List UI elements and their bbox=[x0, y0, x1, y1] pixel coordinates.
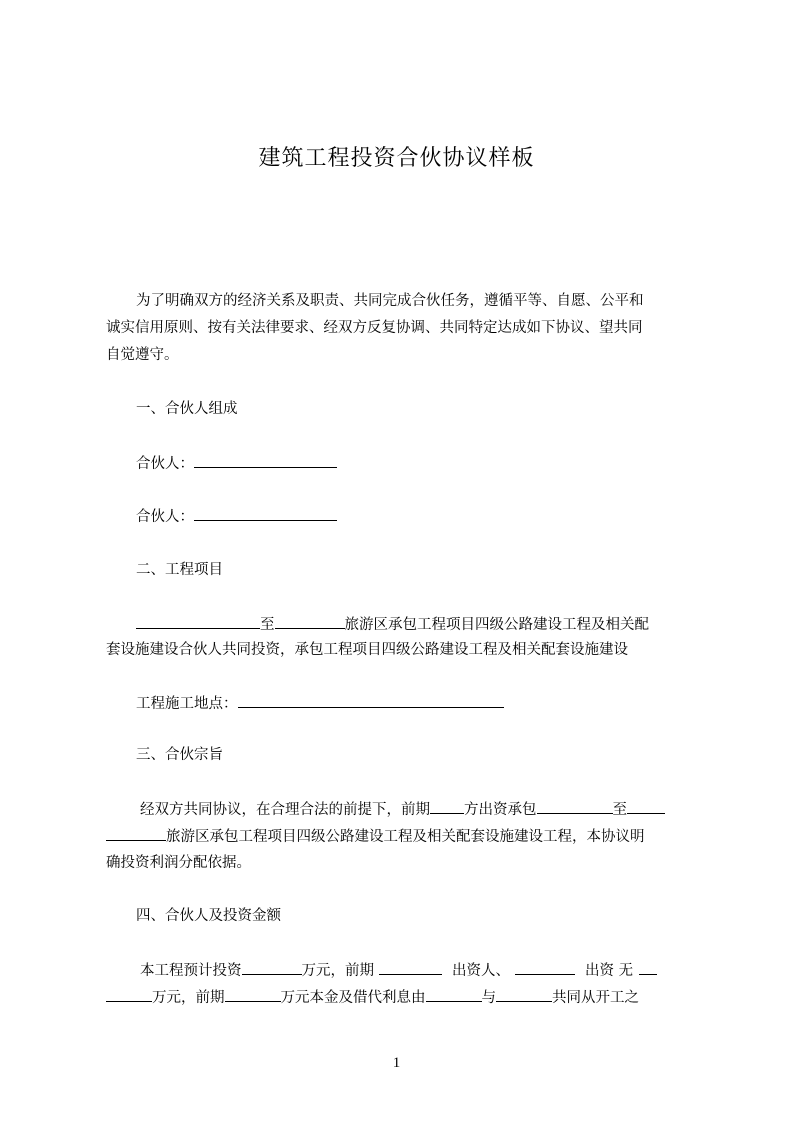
project-to-text: 至 bbox=[260, 617, 275, 633]
purpose-blank-4[interactable] bbox=[106, 826, 166, 841]
section3-heading: 三、合伙宗旨 bbox=[136, 747, 223, 763]
investment-text-h: 共同从开工之 bbox=[552, 990, 639, 1006]
section1-heading: 一、合伙人组成 bbox=[136, 401, 238, 417]
intro-line-3: 自觉遵守。 bbox=[106, 347, 179, 363]
purpose-line-2 bbox=[106, 826, 645, 847]
investment-blank-2[interactable] bbox=[379, 960, 442, 975]
investment-text-g: 与 bbox=[481, 990, 496, 1006]
investment-text-f: 万元本金及借代利息由 bbox=[280, 990, 426, 1006]
purpose-text-a: 经双方共同协议，在合理合法的前提下，前期 bbox=[140, 802, 430, 818]
intro-line-1: 为了明确双方的经济关系及职责、共同完成合伙任务，遵循平等、自愿、公平和 bbox=[136, 293, 644, 309]
investment-text-c: 出资人、 bbox=[452, 963, 510, 979]
investment-blank-6[interactable] bbox=[225, 987, 281, 1002]
partner-1-blank[interactable] bbox=[194, 453, 337, 468]
investment-text-a: 本工程预计投资 bbox=[140, 963, 242, 979]
investment-blank-1[interactable] bbox=[242, 960, 302, 975]
purpose-line-3: 确投资利润分配依据。 bbox=[106, 855, 251, 871]
site-row bbox=[136, 693, 504, 714]
investment-text-e: 万元，前期 bbox=[152, 990, 225, 1006]
partner-2-label: 合伙人： bbox=[136, 509, 194, 525]
investment-text-b: 万元，前期 bbox=[301, 963, 374, 979]
intro-line-2: 诚实信用原则、按有关法律要求、经双方反复协调、共同特定达成如下协议、望共同 bbox=[106, 320, 643, 336]
document-title: 建筑工程投资合伙协议样板 bbox=[258, 146, 535, 171]
purpose-blank-3[interactable] bbox=[627, 799, 665, 814]
partner-1-label: 合伙人： bbox=[136, 456, 194, 472]
project-line-1-text: 旅游区承包工程项目四级公路建设工程及相关配 bbox=[344, 617, 649, 633]
investment-blank-7[interactable] bbox=[426, 987, 482, 1002]
site-blank[interactable] bbox=[238, 693, 504, 708]
investment-text-d: 出资 无 bbox=[585, 963, 634, 979]
investment-line-1 bbox=[140, 960, 657, 981]
purpose-blank-2[interactable] bbox=[537, 799, 613, 814]
purpose-text-c: 至 bbox=[612, 802, 627, 818]
partner-1-row bbox=[136, 453, 337, 474]
section4-heading: 四、合伙人及投资金额 bbox=[136, 908, 281, 924]
purpose-text-b: 方出资承包 bbox=[464, 802, 537, 818]
section2-heading: 二、工程项目 bbox=[136, 562, 223, 578]
purpose-blank-1[interactable] bbox=[430, 799, 464, 814]
page-number: 1 bbox=[392, 1055, 401, 1071]
purpose-text-line2: 旅游区承包工程项目四级公路建设工程及相关配套设施建设工程，本协议明 bbox=[166, 829, 645, 845]
project-line-1 bbox=[136, 614, 649, 635]
investment-blank-5[interactable] bbox=[106, 987, 152, 1002]
project-start-blank[interactable] bbox=[136, 614, 260, 629]
partner-2-blank[interactable] bbox=[194, 506, 337, 521]
investment-blank-3[interactable] bbox=[515, 960, 575, 975]
project-line-2: 套设施建设合伙人共同投资，承包工程项目四级公路建设工程及相关配套设施建设 bbox=[106, 642, 628, 658]
investment-blank-4[interactable] bbox=[639, 960, 657, 975]
investment-line-2 bbox=[106, 987, 639, 1008]
project-end-blank[interactable] bbox=[275, 614, 345, 629]
purpose-line-1 bbox=[140, 799, 665, 820]
investment-blank-8[interactable] bbox=[496, 987, 552, 1002]
site-label: 工程施工地点： bbox=[136, 696, 238, 712]
partner-2-row bbox=[136, 506, 337, 527]
